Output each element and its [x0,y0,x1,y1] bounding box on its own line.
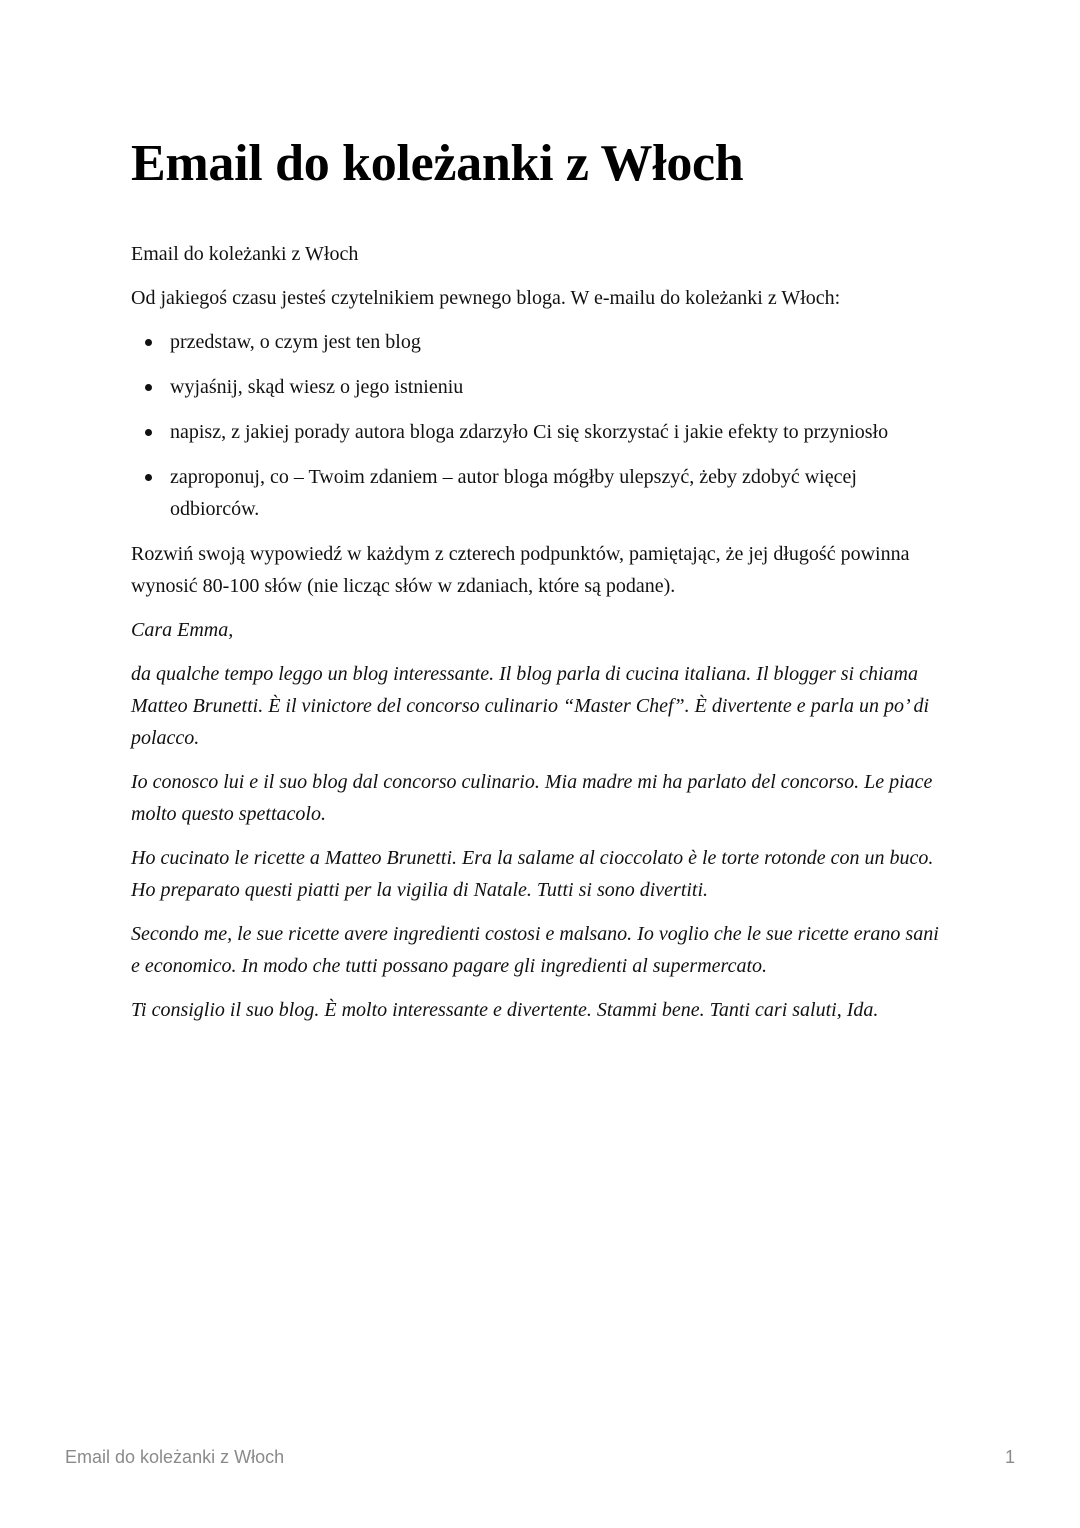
list-item-text: wyjaśnij, skąd wiesz o jego istnieniu [170,376,464,398]
letter-paragraph: Secondo me, le sue ricette avere ingredienti costosi e malsano. Io voglio che le sue ricette erano sani e economico. In modo che tutti possano pagare gli ingredienti al supermercato. [131,923,939,977]
list-item [131,326,951,358]
list-item-text: przedstaw, o czym jest ten blog [170,331,421,353]
task-instructions: Rozwiń swoją wypowiedź w każdym z czterech podpunktów, pamiętając, że jej długość powinna wynosić 80-100 słów (nie licząc słów w zdaniach, które są podane). [131,543,910,597]
letter-body [131,614,951,1026]
document-body [131,132,951,1038]
letter-paragraph: Ho cucinato le ricette a Matteo Brunetti. Era la salame al cioccolato è le torte rotonde con un buco. Ho preparato questi piatti per la vigilia di Natale. Tutti si sono divertiti. [131,847,934,901]
list-item [131,416,951,448]
page-title: Email do koleżanki z Włoch [131,135,744,192]
list-item [131,371,951,403]
letter-paragraph: da qualche tempo leggo un blog interessante. Il blog parla di cucina italiana. Il blogger si chiama Matteo Brunetti. È il vinictore del concorso culinario “Master Chef”. È divertente e parla un po’ di polacco. [131,663,930,749]
footer-page-number: 1 [1004,1447,1015,1467]
task-intro: Od jakiegoś czasu jesteś czytelnikiem pewnego bloga. W e-mailu do koleżanki z Włoch: [131,287,841,309]
bullet-icon [145,474,152,481]
footer-document-title: Email do koleżanki z Włoch [65,1447,285,1467]
letter-paragraph: Io conosco lui e il suo blog dal concorso culinario. Mia madre mi ha parlato del concorso. Le piace molto questo spettacolo. [131,771,933,825]
task-list [131,326,951,525]
letter-greeting: Cara Emma, [131,619,234,641]
list-item-text: zaproponuj, co – Twoim zdaniem – autor bloga mógłby ulepszyć, żeby zdobyć więcej odbiorców. [170,466,857,520]
list-item-text: napisz, z jakiej porady autora bloga zdarzyło Ci się skorzystać i jakie efekty to przyniosło [170,421,889,443]
list-item [131,461,951,525]
subtitle: Email do koleżanki z Włoch [131,243,359,265]
bullet-icon [145,339,152,346]
bullet-icon [145,429,152,436]
letter-closing: Ti consiglio il suo blog. È molto interessante e divertente. Stammi bene. Tanti cari saluti, Ida. [131,999,879,1021]
bullet-icon [145,384,152,391]
